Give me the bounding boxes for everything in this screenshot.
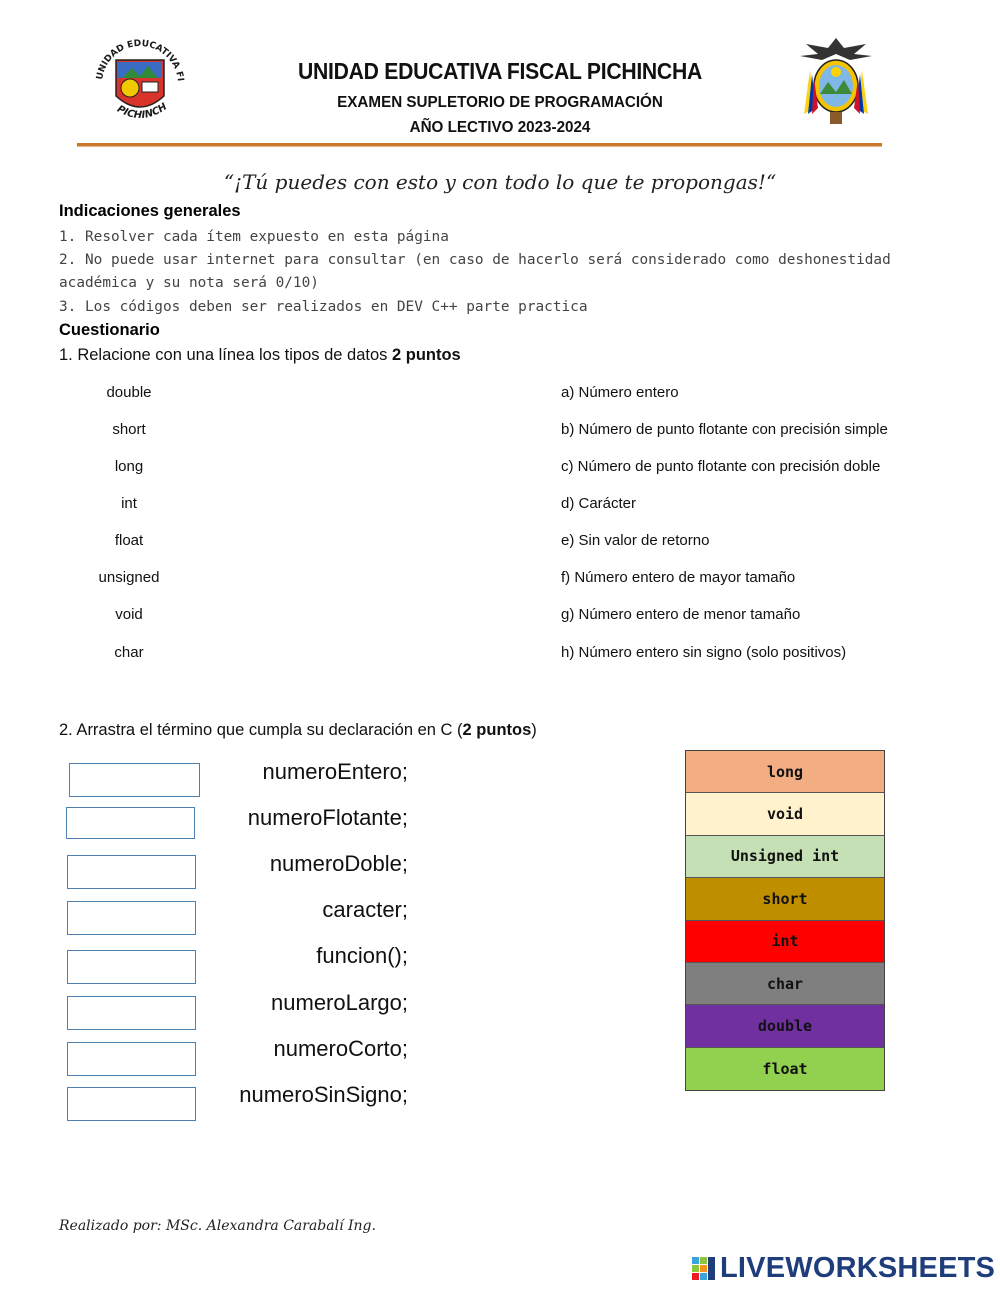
draggable-term-int[interactable]: int: [686, 921, 884, 963]
draggable-term-long[interactable]: long: [686, 751, 884, 793]
author-credit: Realizado por: MSc. Alexandra Carabalí Ing.: [59, 1218, 376, 1234]
declaration-caracter: caracter;: [322, 897, 408, 922]
svg-text:PICHINCHA: PICHINCH: [115, 101, 170, 122]
question-2-text: 2. Arrastra el término que cumpla su declaración en C (: [59, 721, 463, 739]
match-definition-h[interactable]: h) Número entero sin signo (solo positivos): [561, 644, 847, 661]
national-coat-of-arms-logo: [792, 34, 880, 130]
question-1-prompt: [59, 346, 461, 365]
match-term-float[interactable]: float: [114, 532, 144, 549]
question-2-points: 2 puntos: [462, 721, 532, 739]
match-term-char[interactable]: char: [114, 644, 144, 661]
match-term-short[interactable]: short: [112, 421, 146, 438]
declaration-funcion: funcion();: [316, 943, 408, 968]
declaration-numero-flotante: numeroFlotante;: [247, 805, 408, 830]
draggable-term-float[interactable]: float: [686, 1048, 884, 1090]
questionnaire-heading: Cuestionario: [59, 321, 160, 339]
match-term-long[interactable]: long: [114, 458, 144, 475]
instruction-rule-1: 1. Resolver cada ítem expuesto en esta página: [59, 229, 449, 245]
instruction-rule-3: 3. Los códigos deben ser realizados en DEV C++ parte practica: [59, 299, 588, 315]
draggable-term-double[interactable]: double: [686, 1005, 884, 1047]
match-definition-a[interactable]: a) Número entero: [561, 384, 679, 401]
match-definition-e[interactable]: e) Sin valor de retorno: [561, 532, 710, 549]
school-crest-logo: [88, 26, 192, 130]
declaration-numero-sin-signo: numeroSinSigno;: [239, 1082, 408, 1107]
liveworksheets-wordmark: LIVEWORKSHEETS: [720, 1252, 996, 1284]
draggable-term-unsigned-int[interactable]: Unsigned int: [686, 836, 884, 878]
question-2-prompt: [59, 721, 537, 740]
draggable-term-short[interactable]: short: [686, 878, 884, 920]
declaration-numero-corto: numeroCorto;: [273, 1036, 408, 1061]
school-name: UNIDAD EDUCATIVA FISCAL PICHINCHA: [298, 58, 702, 84]
question-1-text: 1. Relacione con una línea los tipos de datos: [59, 346, 392, 364]
match-term-unsigned[interactable]: unsigned: [98, 569, 160, 586]
exam-title: EXAMEN SUPLETORIO DE PROGRAMACIÓN: [337, 94, 663, 111]
question-1-points: 2 puntos: [391, 346, 461, 364]
draggable-term-void[interactable]: void: [686, 793, 884, 835]
svg-text:UNIDAD EDUCATIVA FISCAL: UNIDAD EDUCATIVA FI: [95, 38, 185, 82]
instruction-rule-2-line-2: académica y su nota será 0/10): [59, 275, 319, 291]
motivational-quote: “¡Tú puedes con esto y con todo lo que te propongas!“: [223, 170, 777, 194]
liveworksheets-logo[interactable]: [692, 1252, 995, 1285]
match-definition-c[interactable]: c) Número de punto flotante con precisión doble: [561, 458, 881, 475]
draggable-term-char[interactable]: char: [686, 963, 884, 1005]
match-definition-f[interactable]: f) Número entero de mayor tamaño: [561, 569, 796, 586]
match-definition-b[interactable]: b) Número de punto flotante con precisión simple: [561, 421, 888, 438]
header-divider-shadow: [77, 146, 882, 147]
declaration-numero-entero: numeroEntero;: [262, 759, 408, 784]
question-2-text-end: ): [531, 721, 537, 739]
declaration-numero-doble: numeroDoble;: [269, 851, 408, 876]
instruction-rule-2-line-1: 2. No puede usar internet para consultar (en caso de hacerlo será considerado como deshonestidad: [59, 252, 891, 268]
match-term-int[interactable]: int: [121, 495, 137, 512]
match-definition-g[interactable]: g) Número entero de menor tamaño: [561, 606, 801, 623]
school-year: AÑO LECTIVO 2023-2024: [409, 119, 591, 136]
match-term-double[interactable]: double: [106, 384, 152, 401]
match-definition-d[interactable]: d) Carácter: [561, 495, 637, 512]
word-bank: [685, 750, 885, 1091]
declaration-numero-largo: numeroLargo;: [271, 990, 408, 1015]
match-term-void[interactable]: void: [115, 606, 143, 623]
liveworksheets-mark-icon: [692, 1257, 716, 1281]
instructions-heading: Indicaciones generales: [59, 202, 241, 220]
